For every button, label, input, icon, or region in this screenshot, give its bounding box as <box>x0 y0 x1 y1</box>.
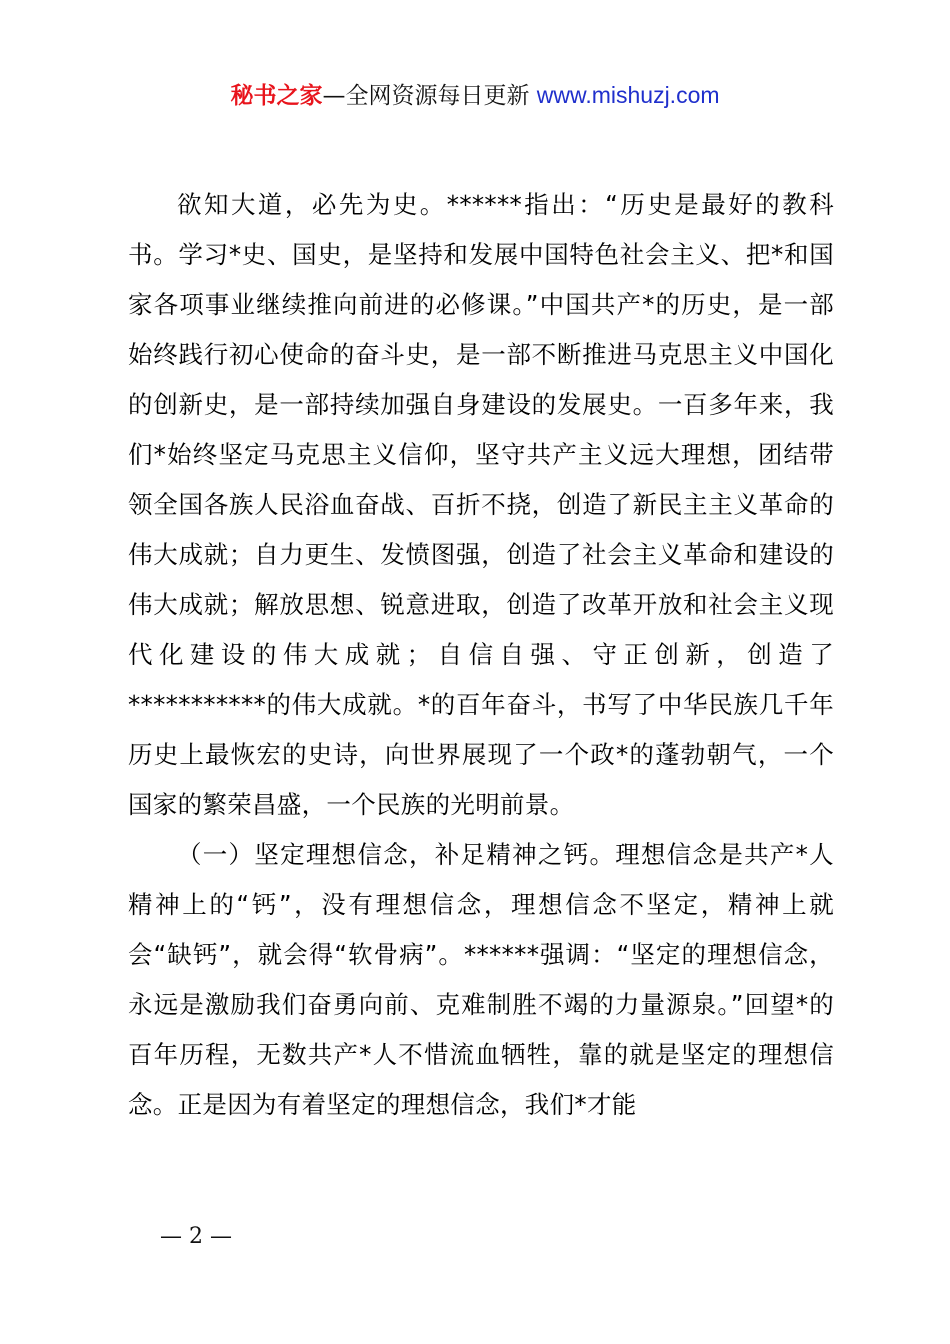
site-url-link[interactable]: www.mishuzj.com <box>536 82 720 108</box>
paragraph-ideals: （一）坚定理想信念，补足精神之钙。理想信念是共产*人精神上的“钙”，没有理想信念，理想信念不坚定，精神上就会“缺钙”，就会得“软骨病”。******强调：“坚定的理想信念，永远是激励我们奋勇向前、克难制胜不竭的力量源泉。”回望*的百年历程，无数共产*人不惜流血牺牲，靠的就是坚定的理想信念。正是因为有着坚定的理想信念，我们*才能 <box>128 840 834 1119</box>
document-body <box>128 180 834 1130</box>
paragraph-history: 欲知大道，必先为史。******指出：“历史是最好的教科书。学习*史、国史，是坚持和发展中国特色社会主义、把*和国家各项事业继续推向前进的必修课。”中国共产*的历史，是一部始终践行初心使命的奋斗史，是一部不断推进马克思主义中国化的创新史，是一部持续加强自身建设的发展史。一百多年来，我们*始终坚定马克思主义信仰，坚守共产主义远大理想，团结带领全国各族人民浴血奋战、百折不挠，创造了新民主主义革命的伟大成就；自力更生、发愤图强，创造了社会主义革命和建设的伟大成就；解放思想、锐意进取，创造了改革开放和社会主义现代化建设的伟大成就；自信自强、守正创新，创造了***********的伟大成就。*的百年奋斗，书写了中华民族几千年历史上最恢宏的史诗，向世界展现了一个政*的蓬勃朝气，一个国家的繁荣昌盛，一个民族的光明前景。 <box>128 190 834 819</box>
site-header <box>0 78 950 113</box>
page-number: — 2 — <box>160 1224 232 1249</box>
header-tagline: —全网资源每日更新 <box>322 83 530 109</box>
brand-name: 秘书之家 <box>230 83 323 109</box>
